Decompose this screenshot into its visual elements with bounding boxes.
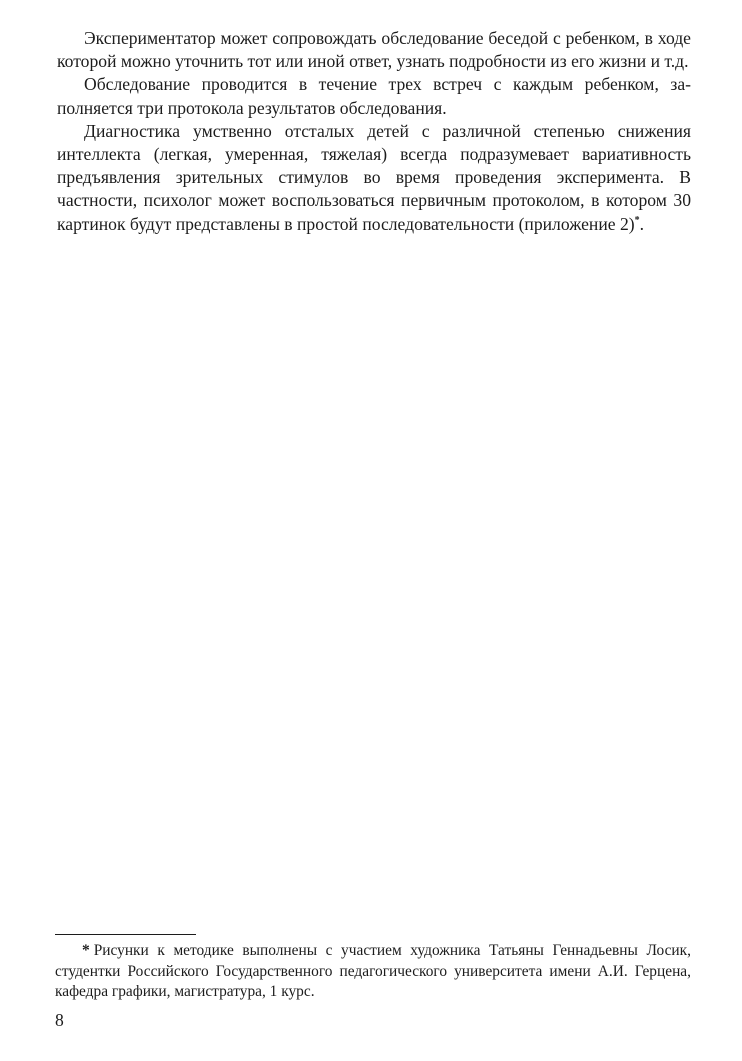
footnote: [55, 941, 691, 1003]
footnote-marker: *: [82, 942, 90, 959]
paragraph-1: Экспериментатор может сопровождать обследование беседой с ребенком, в ходе которой можно уточнить тот или иной ответ, узнать подробности из его жизни и т.д.: [57, 28, 691, 72]
footnote-reference[interactable]: *: [634, 214, 640, 226]
paragraph-3-end: .: [639, 213, 645, 234]
footnote-paragraph: [55, 941, 691, 1003]
page-number: 8: [55, 1010, 64, 1030]
body-text: [57, 27, 691, 236]
paragraph-3: [57, 120, 691, 236]
paragraph-3-text: Диагностика умственно отсталых детей с различной степенью снижения интеллекта (легкая, умеренная, тяжелая) всегда подразумевает вариативность предъявления зрительных стимулов во время проведения эксперимента. В частности, психолог может воспользоваться первичным протоколом, в котором 30 картинок будут представлены в простой последовательности (приложение 2): [57, 120, 691, 234]
paragraph-2: Обследование проводится в течение трех встреч с каждым ребенком, заполняется три протокола результатов обследования.: [57, 74, 691, 118]
footnote-text: Рисунки к методике выполнены с участием художника Татьяны Геннадьевны Лосик, студентки Российского Государственного педагогического университета имени А.И. Герцена, кафедра графики, магистратура, 1 курс.: [55, 942, 691, 1000]
footnote-separator: [55, 934, 196, 935]
